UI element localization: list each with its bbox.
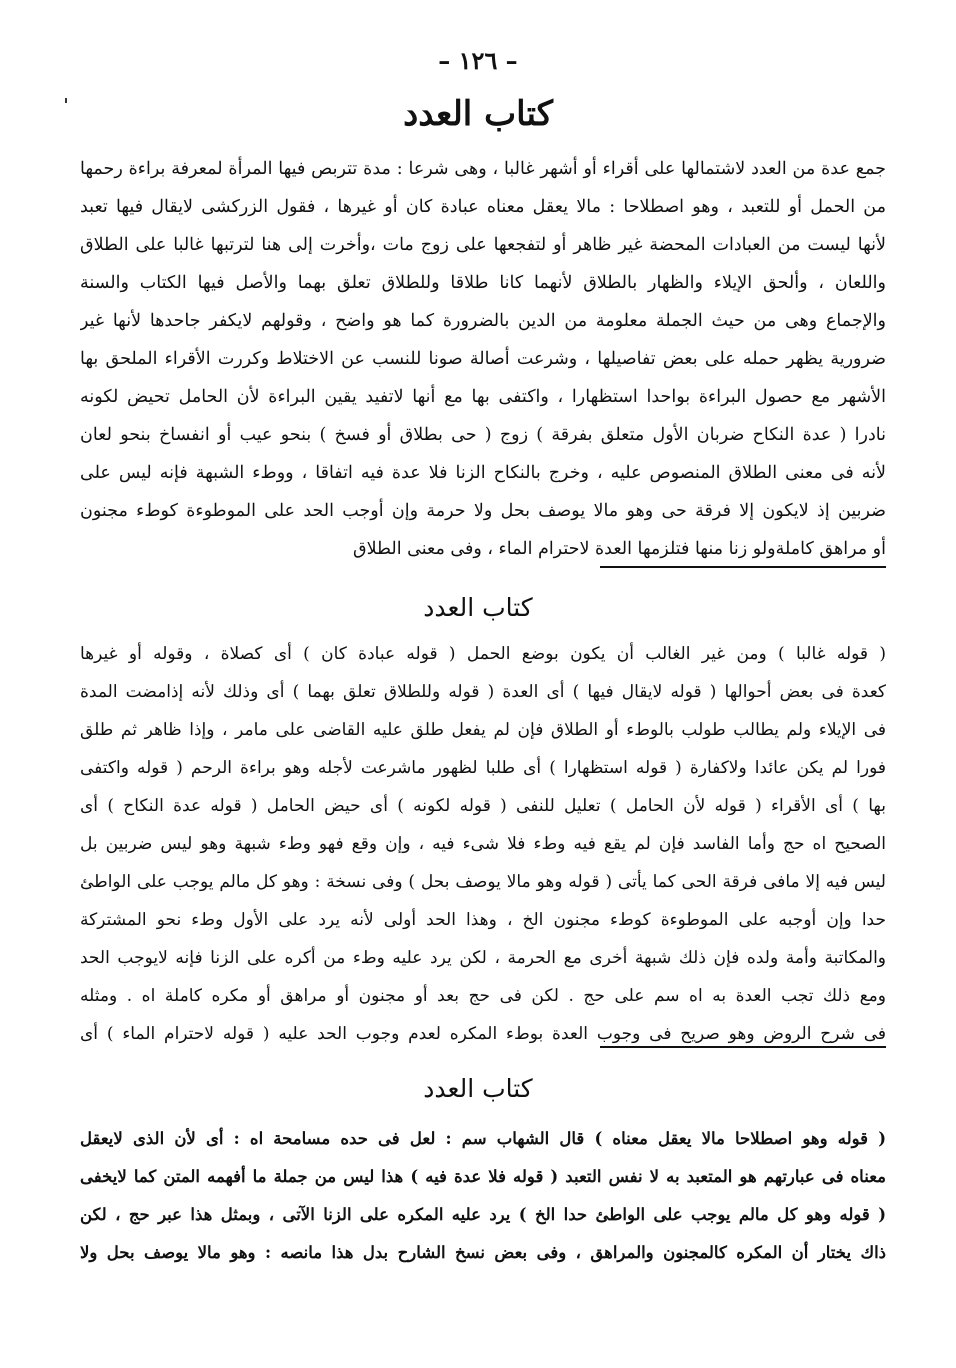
page-number: – ١٢٦ – — [438, 46, 518, 75]
section-divider — [600, 566, 886, 568]
commentary-line: ( قوله وهو كل مالم يوجب على الواطئ حدا الخ ) يرد عليه المكره على الزنا الآتى ، وبمثل هذا عبر حج ، لكن — [80, 1205, 886, 1224]
text-line: والإجماع وهى من حيث الجملة معلومة من الدين بالضرورة كما هو واضح ، وقولهم لايكفر جاحدها لأنها غير — [80, 311, 886, 331]
commentary-line: ( قوله غالبا ) ومن غير الغالب أن يكون بوضع الحمل ( قوله عبادة كان ) أى كصلاة ، وقوله أو غيرها — [80, 644, 886, 664]
text-line: نادرا ( عدة النكاح ضربان الأول متعلق بفرقة ) زوج ( حى بطلاق أو فسخ ) بنحو عيب أو انفساخ بنحو لعان — [80, 425, 886, 445]
commentary-line: حدا وإن أوجبه على الموطوءة كوطء مجنون الخ ، وهذا الحد أولى لأنه يرد على الأول وطء نحو المشتركة — [80, 910, 886, 930]
page-title: كتاب العدد — [403, 94, 553, 134]
main-text — [80, 150, 886, 568]
text-line: واللعان ، وألحق الإيلاء والظهار بالطلاق لأنهما كانا طلاقا وللطلاق تعلق بهما والأصل فيها الكتاب والسنة — [80, 273, 886, 293]
commentary-line: ذاك يختار أن المكره كالمجنون والمراهق ، وفى بعض نسخ الشارح بدل هذا مانصه : وهو مالا يوصف بحل ولا — [80, 1243, 886, 1262]
commentary-1-title: كتاب العدد — [423, 593, 533, 622]
commentary-line: الصحيح اه حج وأما الفاسد فإن لم يقع فيه وطء فلا شىء فيه ، وإن وقع فهو وطء شبهة وهو ليس ضربين بل — [80, 834, 886, 854]
text-line: لأنها ليست من العبادات المحضة غير ظاهر أو لتفجعها على زوج مات ،وأخرت إلى هنا لترتبها غالبا على الطلاق — [80, 235, 886, 255]
text-line: ضربين إذ لايكون إلا فرقة حى وهو مالا يوصف بحل ولا حرمة وإن أوجب الحد على الموطوءة كوطء مجنون — [80, 501, 886, 521]
text-line: لأنه فى معنى الطلاق المنصوص عليه ، وخرج بالنكاح الزنا فلا عدة فيه اتفاقا ، ووطء الشبهة فإنه ليس على — [80, 463, 886, 483]
commentary-line: فى شرح الروض وهو صريح فى وجوب العدة بوطء المكره لعدم وجوب الحد عليه ( قوله لاحترام الماء ) أى — [80, 1024, 886, 1044]
commentary-line: ومع ذلك تجب العدة به اه سم على حج . لكن فى حج بعد أو مجنون أو مراهق أو مكره كاملة اه . ومثله — [80, 986, 886, 1006]
commentary-2-text — [80, 1120, 886, 1272]
commentary-line: بها ) أى الأقراء ( قوله لأن الحامل ) تعليل للنفى ( قوله لكونه ) أى حيض الحامل ( قوله عدة النكاح ) أى — [80, 796, 886, 816]
text-line: ضرورية يظهر حمله على بعض تفاصيلها ، وشرعت أصالة صونا للنسب عن الاختلاط وكررت الأقراء الملحق بها — [80, 349, 886, 369]
commentary-line: فورا لم يكن عائدا ولاكفارة ( قوله استظهارا ) أى طلبا لظهور ماشرعت لأجله وهو براءة الرحم ( قوله واكتفى — [80, 758, 886, 778]
commentary-line: والمكاتبة وأمة ولده فإن ذلك شبهة أخرى مع الحرمة ، لكن يرد عليه وطء من أكره على الزنا فإنه لايوجب الحد — [80, 948, 886, 968]
commentary-line: كعدة فى بعض أحوالها ( قوله لايقال فيها ) أى العدة ( قوله وللطلاق تعلق بهما ) أى وذلك لأنه إذامضت المدة — [80, 682, 886, 702]
commentary-line: معناه فى عبارتهم هو المتعبد به لا نفس التعبد ( قوله فلا عدة فيه ) هذا ليس من جملة ما أفهمه المتن كما لايخفى — [80, 1167, 886, 1186]
commentary-2-title: كتاب العدد — [423, 1074, 533, 1103]
section-divider — [600, 1046, 886, 1048]
text-line: الأشهر مع حصول البراءة بواحدا استظهارا ، واكتفى بها مع أنها لاتفيد يقين البراءة لأن الحامل تحيض لكونه — [80, 387, 886, 407]
commentary-line: فى الإيلاء ولم يطالب طولب بالوطء أو الطلاق فإن لم يفعل طلق عليه القاضى على مامر ، وإذا ظاهر ثم طلق — [80, 720, 886, 740]
commentary-line: ليس فيه إلا مافى فرقة الحى كما يأتى ( قوله وهو مالا يوصف بحل ) وفى نسخة : وهو كل مالم يوجب على الواطئ — [80, 872, 886, 892]
commentary-1-text — [80, 635, 886, 1053]
text-line: جمع عدة من العدد لاشتمالها على أقراء أو أشهر غالبا ، وهى شرعا : مدة تتربص فيها المرأة لمعرفة براءة رحمها — [80, 159, 886, 179]
text-line: أو مراهق كاملةولو زنا منها فتلزمها العدة لاحترام الماء ، وفى معنى الطلاق — [353, 539, 886, 559]
text-line: من الحمل أو للتعبد ، وهو اصطلاحا : مالا يعقل معناه عبادة كان أو غيرها ، فقول الزركشى لايقال فيها تعبد — [80, 197, 886, 217]
commentary-line: ( قوله وهو اصطلاحا مالا يعقل معناه ) قال الشهاب سم : لعل فى حده مسامحة اه : أى لأن الذى لايعقل — [80, 1129, 886, 1148]
